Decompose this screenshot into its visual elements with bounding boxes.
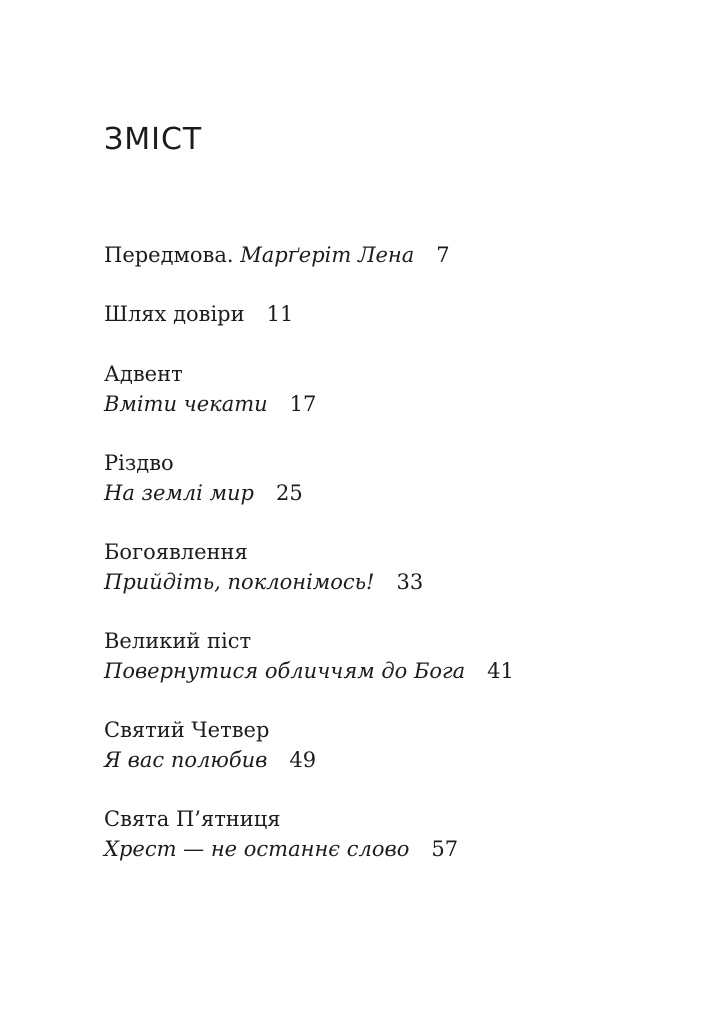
toc-subtitle: Хрест — не останнє слово (104, 837, 410, 861)
toc-section-title: Свята П’ятниця (104, 807, 281, 831)
toc-entry-christmas[interactable] (104, 448, 303, 508)
toc-entry-path-of-trust[interactable] (104, 299, 293, 329)
toc-entry-epiphany[interactable] (104, 537, 423, 597)
toc-page-number: 11 (266, 302, 294, 326)
toc-subtitle: Марґеріт Лена (240, 243, 415, 267)
toc-section-title: Різдво (104, 451, 174, 475)
toc-page-number: 33 (396, 570, 424, 594)
toc-subtitle: На землі мир (104, 481, 254, 505)
toc-section-title: Богоявлення (104, 540, 248, 564)
toc-subtitle: Я вас полюбив (104, 748, 268, 772)
toc-section-title: Шлях довіри (104, 302, 245, 326)
toc-subtitle: Прийдіть, поклонімось! (104, 570, 375, 594)
toc-subtitle: Вміти чекати (104, 392, 268, 416)
toc-entry-good-friday[interactable] (104, 804, 458, 864)
toc-page-number: 57 (431, 837, 459, 861)
toc-section-title: Адвент (104, 362, 183, 386)
toc-page-number: 41 (487, 659, 514, 683)
toc-section-title: Передмова. (104, 243, 234, 267)
toc-page-number: 25 (275, 481, 303, 505)
toc-entry-foreword[interactable] (104, 240, 450, 270)
toc-entry-holy-thursday[interactable] (104, 715, 316, 775)
page-title: ЗМІСТ (104, 122, 203, 157)
toc-section-title: Святий Четвер (104, 718, 270, 742)
toc-section-title: Великий піст (104, 629, 252, 653)
toc-page-number: 17 (289, 392, 317, 416)
toc-page-number: 7 (436, 243, 450, 267)
toc-subtitle: Повернутися обличчям до Бога (104, 659, 466, 683)
toc-entry-advent[interactable] (104, 359, 316, 419)
toc-page-number: 49 (289, 748, 317, 772)
toc-entry-lent[interactable] (104, 626, 514, 686)
